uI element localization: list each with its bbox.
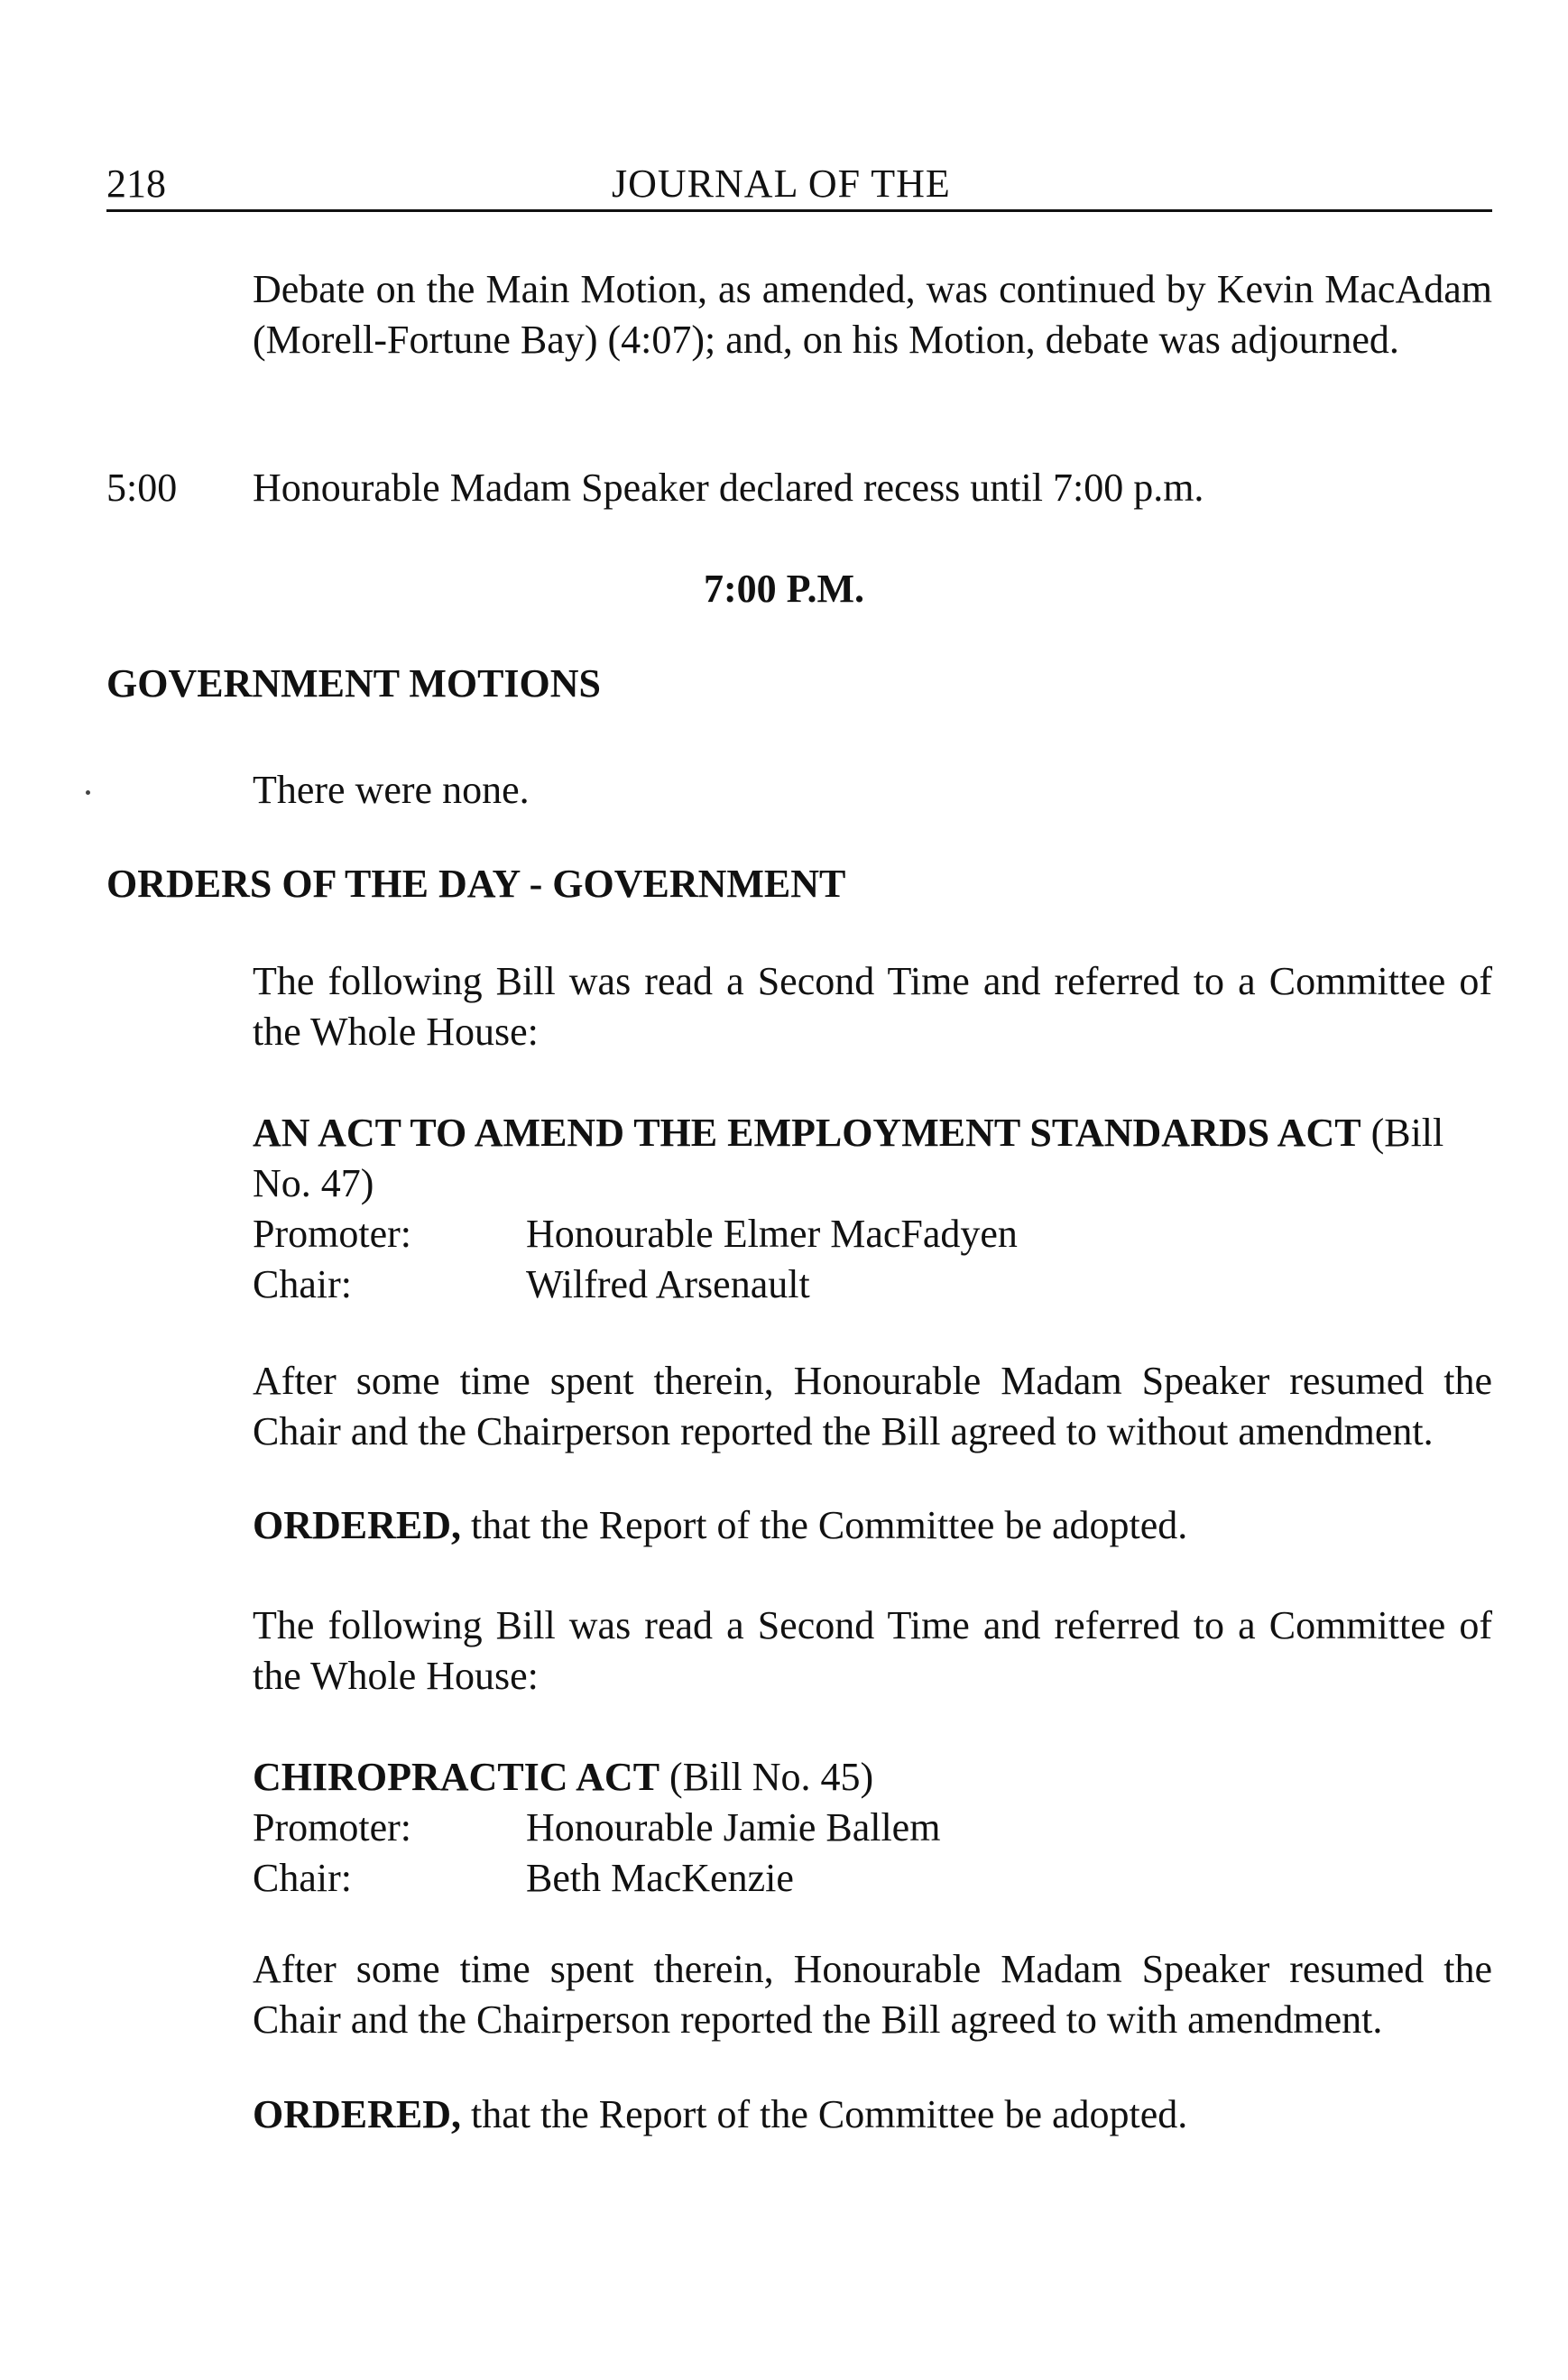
ordered-text: that the Report of the Committee be adopted. <box>461 1503 1188 1547</box>
committee-report: After some time spent therein, Honourable Madam Speaker resumed the Chair and the Chairperson reported the Bill agreed to without amendment. <box>253 1359 1492 1453</box>
bill-title: CHIROPRACTIC ACT <box>253 1755 660 1799</box>
chair-value: Beth MacKenzie <box>526 1856 794 1900</box>
ordered-text: that the Report of the Committee be adopted. <box>461 2092 1188 2136</box>
chair-value: Wilfred Arsenault <box>526 1262 810 1306</box>
chair-label: Chair: <box>253 1262 352 1306</box>
recess-time: 5:00 <box>106 466 178 510</box>
ordered-label: ORDERED, <box>253 1503 462 1547</box>
bill-title: AN ACT TO AMEND THE EMPLOYMENT STANDARDS ACT <box>253 1111 1361 1155</box>
chair-label: Chair: <box>253 1856 352 1900</box>
ordered-statement <box>253 1500 1492 1551</box>
government-motions-heading: GOVERNMENT MOTIONS <box>106 661 602 706</box>
bill-ref-continued: No. 47) <box>253 1161 374 1205</box>
bill-intro: The following Bill was read a Second Time and referred to a Committee of the Whole House: <box>253 959 1492 1054</box>
bill-ref: (Bill <box>1360 1111 1444 1155</box>
running-head: JOURNAL OF THE <box>612 161 951 206</box>
stray-mark <box>86 790 90 795</box>
committee-report: After some time spent therein, Honourable Madam Speaker resumed the Chair and the Chairperson reported the Bill agreed to with amendment. <box>253 1947 1492 2042</box>
recess-text: Honourable Madam Speaker declared recess until 7:00 p.m. <box>253 466 1204 510</box>
page-number: 218 <box>106 161 166 206</box>
page-header <box>106 155 1492 212</box>
ordered-statement <box>253 2089 1492 2140</box>
government-motions-text: There were none. <box>253 768 530 812</box>
bill-heading <box>253 1108 1492 1209</box>
ordered-label: ORDERED, <box>253 2092 462 2136</box>
promoter-value: Honourable Elmer MacFadyen <box>526 1212 1018 1256</box>
bill-intro: The following Bill was read a Second Time and referred to a Committee of the Whole House: <box>253 1603 1492 1698</box>
promoter-label: Promoter: <box>253 1805 411 1850</box>
promoter-value: Honourable Jamie Ballem <box>526 1805 941 1850</box>
orders-heading: ORDERS OF THE DAY - GOVERNMENT <box>106 862 846 906</box>
debate-paragraph: Debate on the Main Motion, as amended, was continued by Kevin MacAdam (Morell-Fortune Bay) (4:07); and, on his Motion, debate was adjourned. <box>253 267 1492 362</box>
promoter-label: Promoter: <box>253 1212 411 1256</box>
bill-ref: (Bill No. 45) <box>659 1755 874 1799</box>
bill-heading <box>253 1752 1492 1803</box>
evening-time-heading: 7:00 P.M. <box>703 567 865 611</box>
